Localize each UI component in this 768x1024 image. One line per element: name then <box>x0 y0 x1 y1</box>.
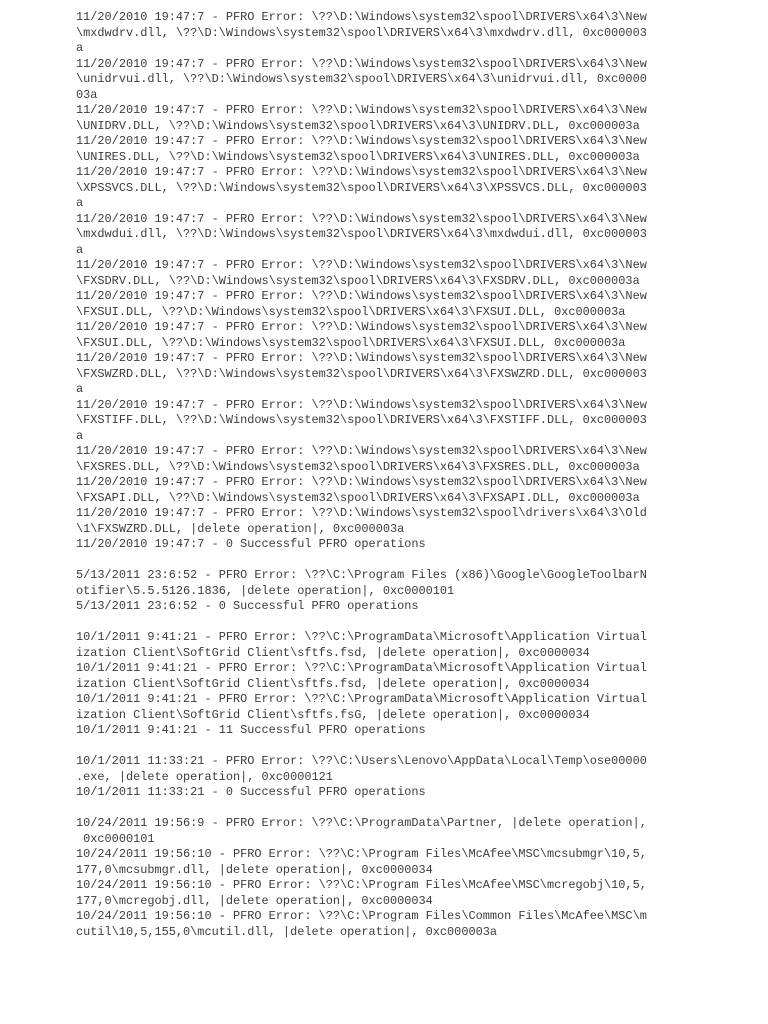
log-line: \mxdwdrv.dll, \??\D:\Windows\system32\spool\DRIVERS\x64\3\mxdwdrv.dll, 0xc000003 <box>76 25 647 40</box>
log-line: 5/13/2011 23:6:52 - PFRO Error: \??\C:\Program Files (x86)\Google\GoogleToolbarN <box>76 568 647 582</box>
log-line: a <box>76 242 84 257</box>
log-line: \FXSAPI.DLL, \??\D:\Windows\system32\spool\DRIVERS\x64\3\FXSAPI.DLL, 0xc000003a <box>76 490 640 505</box>
log-line: .exe, |delete operation|, 0xc0000121 <box>76 769 333 784</box>
log-line: \mxdwdui.dll, \??\D:\Windows\system32\spool\DRIVERS\x64\3\mxdwdui.dll, 0xc000003 <box>76 227 647 241</box>
log-line: 11/20/2010 19:47:7 - PFRO Error: \??\D:\Windows\system32\spool\DRIVERS\x64\3\New <box>76 103 647 117</box>
log-line: a <box>76 196 84 210</box>
log-line: \UNIRES.DLL, \??\D:\Windows\system32\spool\DRIVERS\x64\3\UNIRES.DLL, 0xc000003a <box>76 149 640 164</box>
log-line: 10/24/2011 19:56:10 - PFRO Error: \??\C:\Program Files\Common Files\McAfee\MSC\m <box>76 909 647 923</box>
log-line: \FXSUI.DLL, \??\D:\Windows\system32\spool\DRIVERS\x64\3\FXSUI.DLL, 0xc000003a <box>76 304 626 319</box>
log-line: \FXSRES.DLL, \??\D:\Windows\system32\spool\DRIVERS\x64\3\FXSRES.DLL, 0xc000003a <box>76 459 640 474</box>
log-line: \unidrvui.dll, \??\D:\Windows\system32\spool\DRIVERS\x64\3\unidrvui.dll, 0xc0000 <box>76 72 647 86</box>
log-line: 10/1/2011 9:41:21 - PFRO Error: \??\C:\ProgramData\Microsoft\Application Virtual <box>76 692 647 706</box>
log-line: 11/20/2010 19:47:7 - PFRO Error: \??\D:\Windows\system32\spool\DRIVERS\x64\3\New <box>76 397 647 412</box>
log-line: cutil\10,5,155,0\mcutil.dll, |delete operation|, 0xc000003a <box>76 924 497 939</box>
log-line: 11/20/2010 19:47:7 - PFRO Error: \??\D:\Windows\system32\spool\DRIVERS\x64\3\New <box>76 320 647 334</box>
log-line: 11/20/2010 19:47:7 - PFRO Error: \??\D:\Windows\system32\spool\DRIVERS\x64\3\New <box>76 56 647 71</box>
log-line: 10/1/2011 9:41:21 - 11 Successful PFRO operations <box>76 723 426 737</box>
log-line: \FXSWZRD.DLL, \??\D:\Windows\system32\spool\DRIVERS\x64\3\FXSWZRD.DLL, 0xc000003 <box>76 366 647 381</box>
blank-line <box>76 553 676 569</box>
log-line: \1\FXSWZRD.DLL, |delete operation|, 0xc000003a <box>76 521 405 536</box>
log-line: \FXSUI.DLL, \??\D:\Windows\system32\spool\DRIVERS\x64\3\FXSUI.DLL, 0xc000003a <box>76 335 626 350</box>
log-line: 11/20/2010 19:47:7 - PFRO Error: \??\D:\Windows\system32\spool\DRIVERS\x64\3\New <box>76 165 647 179</box>
log-line: 11/20/2010 19:47:7 - 0 Successful PFRO operations <box>76 537 426 551</box>
log-line: a <box>76 41 84 55</box>
log-line: ization Client\SoftGrid Client\sftfs.fsd, |delete operation|, 0xc0000034 <box>76 676 590 691</box>
blank-line <box>76 615 676 631</box>
log-line: 0xc0000101 <box>76 831 155 846</box>
log-line: 10/24/2011 19:56:10 - PFRO Error: \??\C:\Program Files\McAfee\MSC\mcsubmgr\10,5, <box>76 847 647 861</box>
log-line: 11/20/2010 19:47:7 - PFRO Error: \??\D:\Windows\system32\spool\DRIVERS\x64\3\New <box>76 475 647 489</box>
log-line: \UNIDRV.DLL, \??\D:\Windows\system32\spool\DRIVERS\x64\3\UNIDRV.DLL, 0xc000003a <box>76 118 640 133</box>
log-line: 10/1/2011 9:41:21 - PFRO Error: \??\C:\ProgramData\Microsoft\Application Virtual <box>76 630 647 644</box>
log-line: otifier\5.5.5126.1836, |delete operation|, 0xc0000101 <box>76 583 455 598</box>
log-line: \FXSTIFF.DLL, \??\D:\Windows\system32\spool\DRIVERS\x64\3\FXSTIFF.DLL, 0xc000003 <box>76 413 647 427</box>
log-line: 11/20/2010 19:47:7 - PFRO Error: \??\D:\Windows\system32\spool\DRIVERS\x64\3\New <box>76 134 647 148</box>
log-line: 11/20/2010 19:47:7 - PFRO Error: \??\D:\Windows\system32\spool\DRIVERS\x64\3\New <box>76 211 647 226</box>
log-document <box>76 10 676 940</box>
log-line: 10/1/2011 9:41:21 - PFRO Error: \??\C:\ProgramData\Microsoft\Application Virtual <box>76 661 647 675</box>
blank-line <box>76 739 676 755</box>
log-line: \XPSSVCS.DLL, \??\D:\Windows\system32\spool\DRIVERS\x64\3\XPSSVCS.DLL, 0xc000003 <box>76 180 647 195</box>
log-line: ization Client\SoftGrid Client\sftfs.fsG, |delete operation|, 0xc0000034 <box>76 707 590 722</box>
log-line: 11/20/2010 19:47:7 - PFRO Error: \??\D:\Windows\system32\spool\DRIVERS\x64\3\New <box>76 444 647 458</box>
log-line: ization Client\SoftGrid Client\sftfs.fsd, |delete operation|, 0xc0000034 <box>76 645 590 660</box>
log-line: 03a <box>76 87 98 102</box>
log-line: 11/20/2010 19:47:7 - PFRO Error: \??\D:\Windows\system32\spool\DRIVERS\x64\3\New <box>76 289 647 303</box>
log-line: 10/24/2011 19:56:9 - PFRO Error: \??\C:\ProgramData\Partner, |delete operation|, <box>76 816 647 830</box>
log-line: 11/20/2010 19:47:7 - PFRO Error: \??\D:\Windows\system32\spool\drivers\x64\3\Old <box>76 506 647 520</box>
log-line: 10/1/2011 11:33:21 - 0 Successful PFRO operations <box>76 785 426 799</box>
log-line: 10/1/2011 11:33:21 - PFRO Error: \??\C:\Users\Lenovo\AppData\Local\Temp\ose00000 <box>76 754 647 768</box>
log-line: 5/13/2011 23:6:52 - 0 Successful PFRO operations <box>76 599 419 613</box>
log-line: 177,0\mcsubmgr.dll, |delete operation|, 0xc0000034 <box>76 862 433 877</box>
log-line: 177,0\mcregobj.dll, |delete operation|, 0xc0000034 <box>76 893 433 908</box>
log-line: 11/20/2010 19:47:7 - PFRO Error: \??\D:\Windows\system32\spool\DRIVERS\x64\3\New <box>76 258 647 272</box>
blank-line <box>76 801 676 817</box>
log-line: 11/20/2010 19:47:7 - PFRO Error: \??\D:\Windows\system32\spool\DRIVERS\x64\3\New <box>76 351 647 365</box>
log-line: 10/24/2011 19:56:10 - PFRO Error: \??\C:\Program Files\McAfee\MSC\mcregobj\10,5, <box>76 878 647 892</box>
log-line: 11/20/2010 19:47:7 - PFRO Error: \??\D:\Windows\system32\spool\DRIVERS\x64\3\New <box>76 10 647 24</box>
log-line: \FXSDRV.DLL, \??\D:\Windows\system32\spool\DRIVERS\x64\3\FXSDRV.DLL, 0xc000003a <box>76 273 640 288</box>
log-line: a <box>76 428 84 443</box>
log-line: a <box>76 382 84 396</box>
